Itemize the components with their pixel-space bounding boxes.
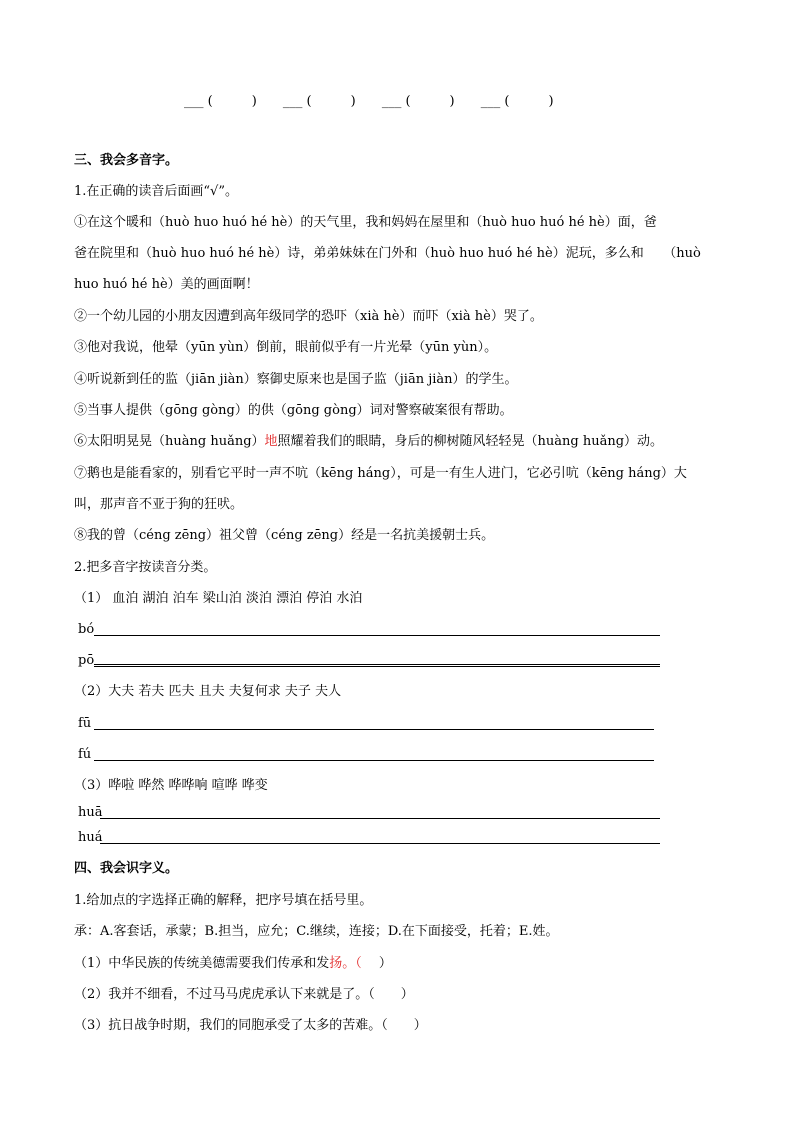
item-1 [74, 955, 392, 973]
sentence-5: ⑤当事人提供（gōng gòng）的供（gōng gòng）词对警察破案很有帮助。 [74, 403, 513, 418]
sentence-7-line-1: ⑦鹅也是能看家的，别看它平时一声不吭（kēng háng），可是一有生人进门，它必引吭（kēng háng）大 [74, 466, 687, 481]
group-2-words: （2）大夫 若夫 匹夫 且夫 夫复何求 夫子 夫人 [74, 684, 342, 699]
sentence-8: ⑧我的曾（céng zēng）祖父曾（céng zēng）经是一名抗美援朝士兵。 [74, 528, 495, 543]
sentence-2: ②一个幼儿园的小朋友因遭到高年级同学的恐吓（xià hè）而吓（xià hè）哭了。 [74, 309, 543, 324]
answer-line[interactable] [100, 843, 660, 844]
question-2-title: 2.把多音字按读音分类。 [74, 560, 217, 575]
blank-2: ___ ( ) [282, 94, 356, 109]
group-1-words: （1） 血泊 湖泊 泊车 梁山泊 淡泊 漂泊 停泊 水泊 [74, 591, 363, 606]
pinyin-label-fu2: fú [78, 747, 92, 762]
fill-in-blank-row [184, 90, 576, 109]
answer-line[interactable] [94, 729, 654, 730]
pinyin-label-hua2: huá [78, 830, 103, 845]
sentence-1-line-2: 爸在院里和（huò huo huó hé hè）诗，弟弟妹妹在门外和（huò huo huó hé hè）泥玩，多么和 （huò [74, 246, 701, 261]
blank-1: ___ ( ) [184, 94, 257, 109]
question-1-title: 1.在正确的读音后面画“√”。 [74, 184, 238, 199]
answer-line[interactable] [94, 635, 660, 636]
section-3-heading: 三、我会多音字。 [74, 153, 179, 168]
section-4-question-1-title: 1.给加点的字选择正确的解释，把序号填在括号里。 [74, 893, 373, 908]
section-4-heading: 四、我会识字义。 [74, 861, 179, 876]
sentence-1-line-3: huo huó hé hè）美的画面啊！ [74, 277, 259, 292]
item-3: （3）抗日战争时期，我们的同胞承受了太多的苦难。（ ） [74, 1018, 427, 1033]
answer-line[interactable] [94, 664, 660, 667]
sentence-6 [74, 433, 663, 451]
item-1-answer-blank[interactable]: ） [361, 956, 392, 971]
pinyin-label-bo: bó [78, 622, 95, 637]
item-1-highlight: 扬。（ [329, 956, 362, 971]
sentence-7-line-2: 叫，那声音不亚于狗的狂吠。 [74, 497, 244, 512]
pinyin-label-po: pō [78, 653, 95, 668]
pinyin-label-fu1: fū [78, 716, 92, 731]
sentence-4: ④听说新到任的监（jiān jiàn）察御史原来也是国子监（jiān jiàn）的学生。 [74, 372, 518, 387]
blank-4: ___ ( ) [480, 94, 554, 109]
definitions: 承：A.客套话，承蒙；B.担当，应允；C.继续，连接；D.在下面接受，托着；E.姓。 [74, 924, 559, 939]
answer-line[interactable] [100, 818, 660, 819]
blank-3: ___ ( ) [381, 94, 455, 109]
sentence-3: ③他对我说，他晕（yūn yùn）倒前，眼前似乎有一片光晕（yūn yùn）。 [74, 340, 498, 355]
item-1-text: （1）中华民族的传统美德需要我们传承和发 [74, 956, 330, 971]
pinyin-label-hua1: huā [78, 805, 103, 820]
answer-line[interactable] [94, 760, 654, 761]
sentence-6-part-a: ⑥太阳明晃晃（huàng huǎng） [74, 434, 265, 449]
item-2: （2）我并不细看，不过马马虎虎承认下来就是了。（ ） [74, 987, 414, 1002]
sentence-6-highlight: 地 [264, 434, 278, 449]
group-3-words: （3）哗啦 哗然 哗哗响 喧哗 哗变 [74, 778, 268, 793]
sentence-1-line-1: ①在这个暖和（huò huo huó hé hè）的天气里，我和妈妈在屋里和（huò huo huó hé hè）面，爸 [74, 215, 657, 230]
sentence-6-part-b: 照耀着我们的眼睛，身后的柳树随风轻轻晃（huàng huǎng）动。 [277, 434, 664, 449]
